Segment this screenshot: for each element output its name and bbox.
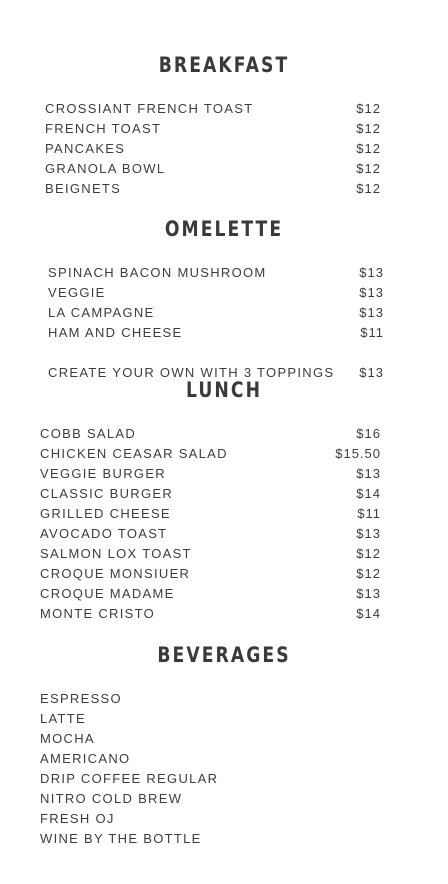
menu-item-price: $12 [356, 181, 381, 196]
menu-item-name: CROQUE MONSIUER [40, 566, 191, 581]
omelette-heading: OMELETTE [164, 217, 284, 241]
menu-item-price: $16 [356, 426, 381, 441]
menu-item-name: COBB SALAD [40, 426, 137, 441]
menu-item-price: $12 [356, 121, 381, 136]
menu-item-price: $13 [356, 526, 381, 541]
menu-item-name: VEGGIE [48, 285, 106, 300]
menu-item-price: $12 [356, 141, 381, 156]
menu-item-name: GRILLED CHEESE [40, 506, 171, 521]
menu-item-name: MOCHA [40, 731, 95, 746]
menu-item-price: $13 [359, 365, 384, 380]
menu-item-price: $13 [359, 285, 384, 300]
menu-item-price: $12 [356, 161, 381, 176]
menu-item-price: $11 [360, 325, 384, 340]
menu-item-name: LATTE [40, 711, 86, 726]
menu-item-name: BEIGNETS [45, 181, 122, 196]
menu-item-name: FRENCH TOAST [45, 121, 162, 136]
menu-item-price: $13 [359, 305, 384, 320]
menu-item-name: AVOCADO TOAST [40, 526, 168, 541]
menu-item-price: $12 [356, 566, 381, 581]
beverages-heading: BEVERAGES [157, 643, 291, 667]
menu-item-price: $11 [357, 506, 381, 521]
menu-item-name: CREATE YOUR OWN WITH 3 TOPPINGS [48, 365, 335, 380]
menu-item-name: SALMON LOX TOAST [40, 546, 192, 561]
menu-item-name: AMERICANO [40, 751, 131, 766]
menu-item-price: $13 [356, 466, 381, 481]
menu-item-name: CHICKEN CEASAR SALAD [40, 446, 228, 461]
menu-item-name: ESPRESSO [40, 691, 122, 706]
menu-item-name: CLASSIC BURGER [40, 486, 174, 501]
menu-item-name: HAM AND CHEESE [48, 325, 183, 340]
menu-item-name: GRANOLA BOWL [45, 161, 166, 176]
menu-item-name: VEGGIE BURGER [40, 466, 166, 481]
menu-item-name: MONTE CRISTO [40, 606, 156, 621]
menu-item-price: $14 [356, 606, 381, 621]
menu-item-name: SPINACH BACON MUSHROOM [48, 265, 267, 280]
menu-item-price: $14 [356, 486, 381, 501]
menu-item-price: $12 [356, 101, 381, 116]
menu-item-name: WINE BY THE BOTTLE [40, 831, 202, 846]
menu-item-name: DRIP COFFEE REGULAR [40, 771, 219, 786]
menu-item-name: FRESH OJ [40, 811, 115, 826]
menu-item-price: $13 [359, 265, 384, 280]
breakfast-heading: BREAKFAST [158, 53, 290, 77]
menu-item-price: $13 [356, 586, 381, 601]
menu-item-name: NITRO COLD BREW [40, 791, 183, 806]
menu-item-name: CROSSIANT FRENCH TOAST [45, 101, 254, 116]
lunch-heading: LUNCH [185, 378, 263, 402]
menu-item-price: $15.50 [335, 446, 381, 461]
menu-item-name: CROQUE MADAME [40, 586, 175, 601]
menu-item-name: LA CAMPAGNE [48, 305, 155, 320]
menu-item-name: PANCAKES [45, 141, 126, 156]
menu-item-price: $12 [356, 546, 381, 561]
